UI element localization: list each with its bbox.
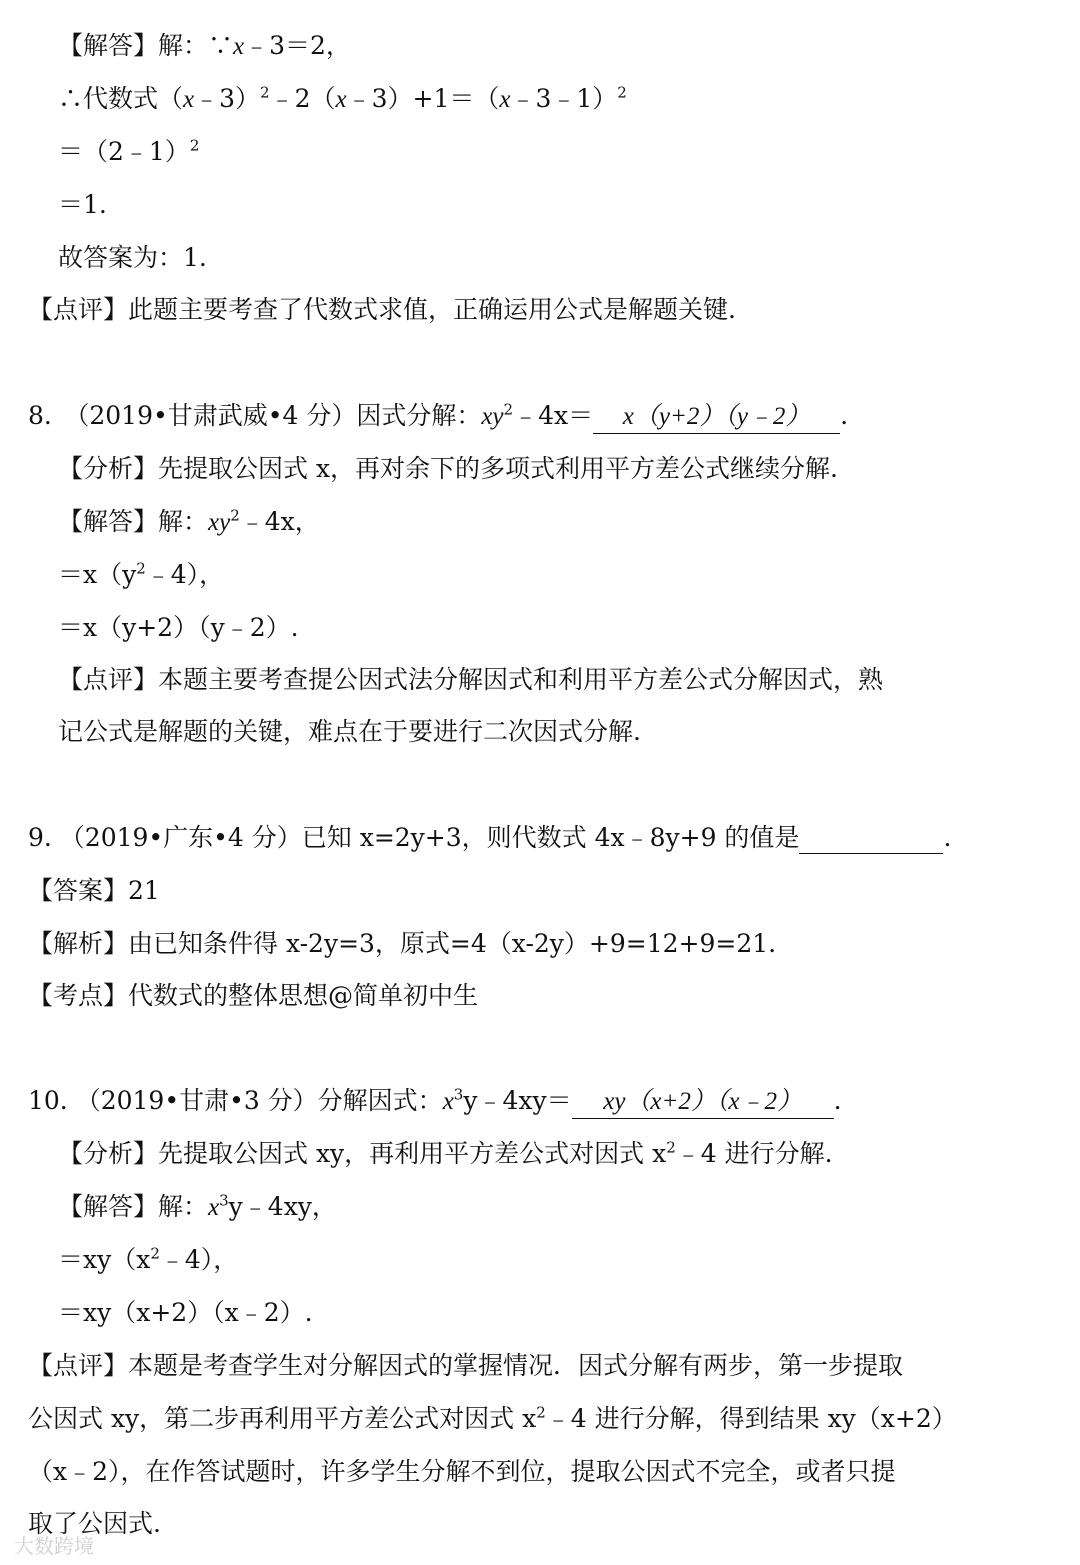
q7-answer-line: 【解答】解：∵x﹣3＝2， bbox=[58, 31, 351, 60]
q8-comment-2: 记公式是解题的关键，难点在于要进行二次因式分解. bbox=[58, 717, 641, 746]
q10-answer-blank: xy（x+2）（x﹣2） bbox=[572, 1086, 834, 1119]
q9-analysis: 【解析】由已知条件得 x-2y=3，原式=4（x-2y）+9=12+9=21. bbox=[28, 929, 777, 958]
q10-comment-3: （x﹣2），在作答试题时，许多学生分解不到位，提取公因式不完全，或者只提 bbox=[28, 1457, 896, 1486]
q10-comment-4: 取了公因式. bbox=[28, 1509, 161, 1538]
q8-analysis: 【分析】先提取公因式 x，再对余下的多项式利用平方差公式继续分解. bbox=[58, 454, 838, 483]
q7-step3: ＝1. bbox=[58, 190, 107, 219]
q10-solution: 【解答】解：$x^3y﹣4xy$， bbox=[58, 1191, 337, 1221]
q8-step2: $=x(y^2﹣4)$， bbox=[58, 559, 225, 589]
q9-answer: 【答案】21 bbox=[28, 876, 160, 905]
watermark: 大数跨境 bbox=[14, 1534, 94, 1558]
q9-point: 【考点】代数式的整体思想@简单初中生 bbox=[28, 981, 479, 1010]
q10-comment-2: 公因式 xy，第二步再利用平方差公式对因式 $x^2﹣4$ 进行分解，得到结果 xy（x+2） bbox=[28, 1403, 957, 1433]
q7-comment: 【点评】此题主要考查了代数式求值，正确运用公式是解题关键. bbox=[28, 295, 736, 324]
q8-step3: ＝x（y+2）（y﹣2）. bbox=[58, 613, 299, 642]
q9-answer-blank bbox=[799, 827, 943, 854]
q10-analysis: 【分析】先提取公因式 xy，再利用平方差公式对因式 $x^2﹣4$ 进行分解. bbox=[58, 1138, 833, 1168]
q8-answer-blank: x（y+2）（y﹣2） bbox=[593, 401, 840, 434]
q10-step2: $=xy(x^2﹣4)$， bbox=[58, 1244, 239, 1274]
q8-comment-1: 【点评】本题主要考查提公因式法分解因式和利用平方差公式分解因式，熟 bbox=[58, 665, 884, 694]
q10-step3: ＝xy（x+2）（x﹣2）. bbox=[58, 1298, 313, 1327]
q7-step2: ＝（2﹣1）$^2$ bbox=[58, 136, 200, 166]
q7-final: 故答案为：1. bbox=[58, 243, 207, 272]
q10-comment-1: 【点评】本题是考查学生对分解因式的掌握情况．因式分解有两步，第一步提取 bbox=[28, 1351, 904, 1380]
q9-question: 9. （2019•广东•4 分）已知 x=2y+3，则代数式 4x﹣8y+9 的值是 . bbox=[28, 823, 952, 852]
q7-step1: ∴代数式（x﹣3）$^2$﹣2（x﹣3）+1＝（x﹣3﹣1）$^2$ bbox=[58, 83, 627, 113]
q8-question: 8. （2019•甘肃武威•4 分）因式分解：$xy^2﹣4x=$ x（y+2）（y﹣2） . bbox=[28, 400, 848, 434]
q8-solution: 【解答】解：$xy^2﹣4x$， bbox=[58, 506, 320, 536]
q10-question: 10. （2019•甘肃•3 分）分解因式：$x^3y﹣4xy=$ xy（x+2）（x﹣2） . bbox=[28, 1085, 842, 1119]
